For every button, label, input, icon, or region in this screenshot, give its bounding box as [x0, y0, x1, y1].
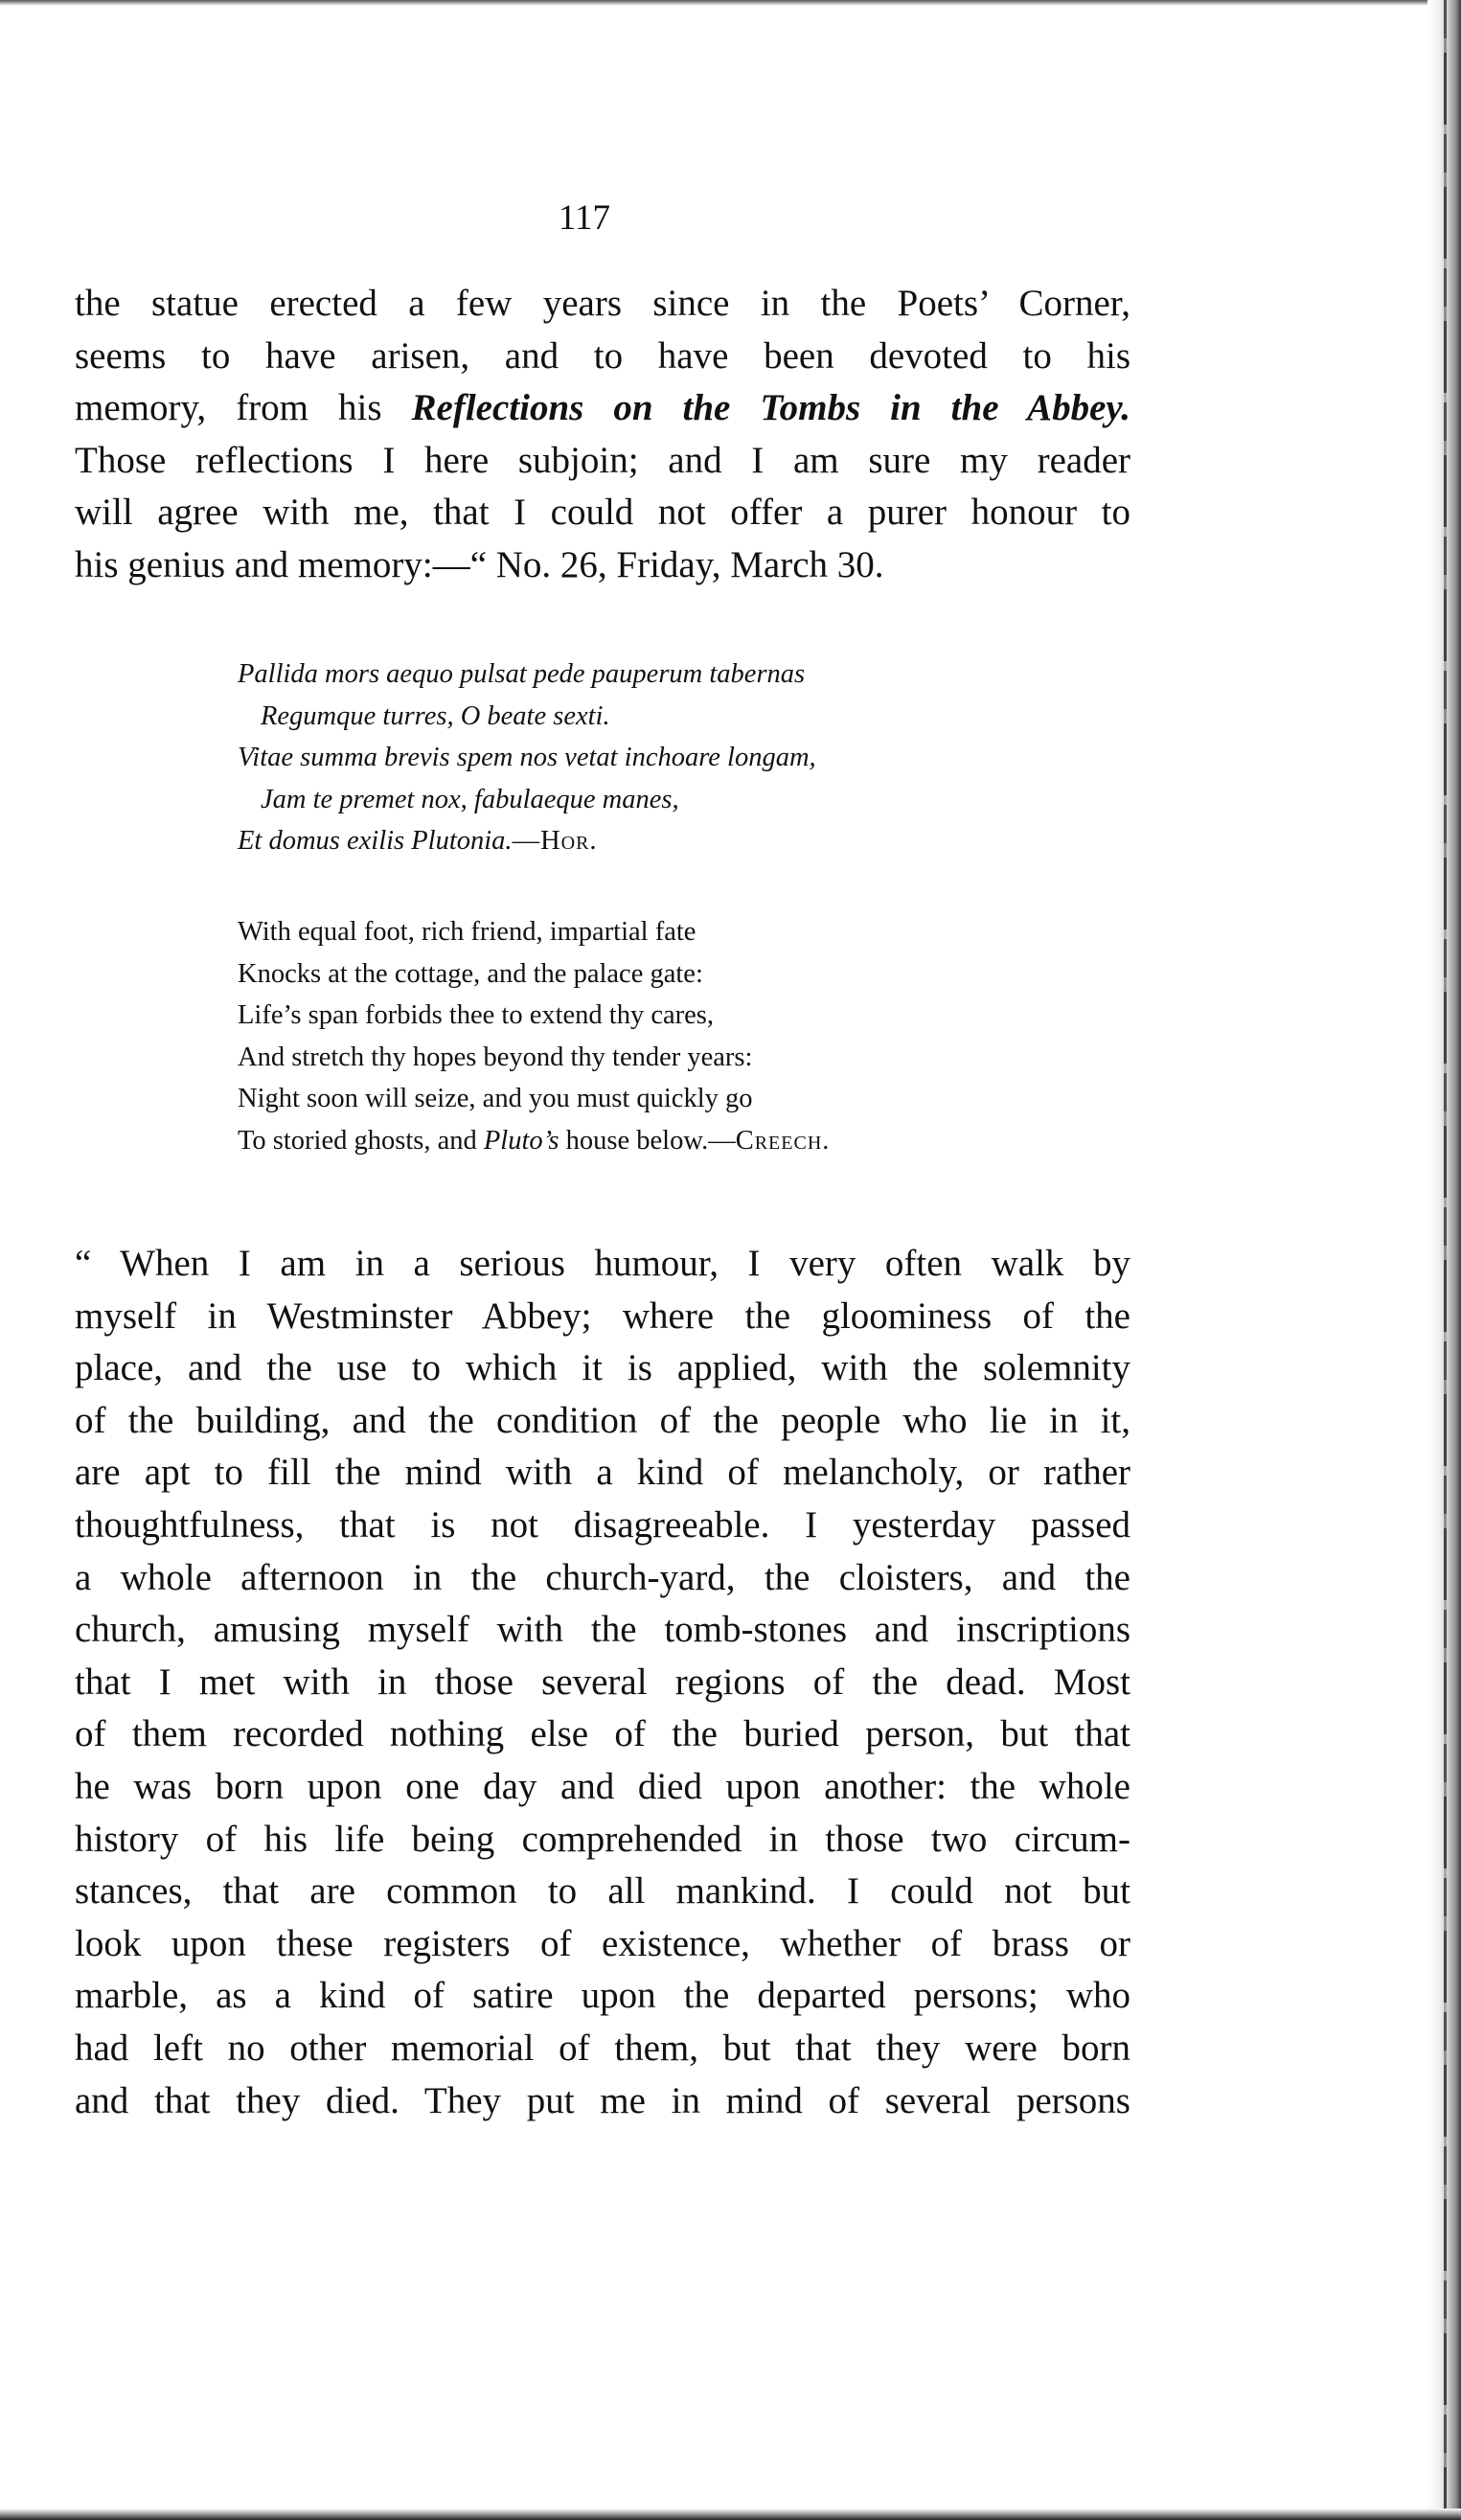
main-line: of them recorded nothing else of the buried person, but that — [75, 1713, 1130, 1755]
english-verse — [238, 911, 1004, 1161]
intro-line-3 — [75, 382, 1130, 435]
intro-line-5: will agree with me, that I could not offer a purer honour to — [75, 492, 1130, 534]
main-line: marble, as a kind of satire upon the departed persons; who — [75, 1975, 1130, 2017]
scan-edge-bottom — [0, 2509, 1461, 2520]
latin-verse-line-2: Regumque turres, O beate sexti. — [261, 700, 610, 731]
pluto-italic: Pluto’s — [483, 1125, 559, 1156]
intro-line-4: Those reflections I here subjoin; and I am sure my reader — [75, 439, 1130, 481]
main-line: had left no other memorial of them, but that they were born — [75, 2027, 1130, 2069]
latin-verse — [238, 653, 1004, 862]
english-verse-line-5: Night soon will seize, and you must quickly go — [238, 1084, 753, 1113]
main-line: look upon these registers of existence, whether of brass or — [75, 1922, 1130, 1964]
english-verse-line-6-post: house below.— — [559, 1125, 736, 1156]
essay-title: Reflections on the Tombs in the Abbey. — [411, 387, 1130, 429]
main-line: and that they died. They put me in mind of several persons — [75, 2079, 1130, 2121]
main-line: of the building, and the condition of the people who lie in it, — [75, 1399, 1130, 1441]
scan-gutter-line — [1444, 0, 1447, 2520]
main-line: “ When I am in a serious humour, I very often walk by — [75, 1243, 1130, 1284]
intro-line-6: his genius and memory:—“ No. 26, Friday, March 30. — [75, 543, 884, 585]
english-verse-author: Creech. — [735, 1125, 831, 1156]
main-line: are apt to fill the mind with a kind of melancholy, or rather — [75, 1452, 1130, 1494]
latin-verse-dash: — — [512, 826, 541, 856]
english-verse-line-1: With equal foot, rich friend, impartial fate — [238, 917, 696, 947]
main-line: he was born upon one day and died upon another: the whole — [75, 1765, 1130, 1807]
latin-verse-line-1: Pallida mors aequo pulsat pede pauperum tabernas — [238, 659, 806, 689]
page-number: 117 — [558, 198, 611, 238]
main-line: that I met with in those several regions of the dead. Most — [75, 1661, 1130, 1703]
main-line: place, and the use to which it is applied, with the solemnity — [75, 1347, 1130, 1389]
english-verse-line-4: And stretch thy hopes beyond thy tender years: — [238, 1042, 753, 1072]
main-paragraph — [75, 1238, 1130, 2127]
english-verse-line-6 — [238, 1120, 1004, 1162]
main-line: a whole afternoon in the church-yard, the cloisters, and the — [75, 1556, 1130, 1598]
latin-verse-line-3: Vitae summa brevis spem nos vetat inchoare longam, — [238, 743, 816, 772]
english-verse-line-2: Knocks at the cottage, and the palace gate: — [238, 958, 703, 989]
main-line: stances, that are common to all mankind. I could not but — [75, 1870, 1130, 1913]
main-line: myself in Westminster Abbey; where the gloominess of the — [75, 1294, 1130, 1337]
latin-verse-author: Hor. — [540, 826, 598, 856]
intro-paragraph — [75, 278, 1130, 592]
main-line: church, amusing myself with the tomb-stones and inscriptions — [75, 1609, 1130, 1651]
intro-line-3-text: memory, from his — [75, 387, 412, 429]
english-verse-line-3: Life’s span forbids thee to extend thy cares, — [238, 1000, 715, 1030]
scan-edge-top — [0, 0, 1461, 6]
latin-verse-line-5-text: Et domus exilis Plutonia. — [238, 826, 513, 856]
latin-verse-line-5 — [238, 820, 1004, 862]
main-line: history of his life being comprehended in those two circum- — [75, 1818, 1130, 1860]
intro-line-2: seems to have arisen, and to have been devoted to his — [75, 334, 1130, 377]
english-verse-line-6-text: To storied ghosts, and — [238, 1125, 484, 1156]
intro-line-1: the statue erected a few years since in the Poets’ Corner, — [75, 283, 1130, 324]
latin-verse-line-4: Jam te premet nox, fabulaeque manes, — [261, 784, 679, 814]
main-line: thoughtfulness, that is not disagreeable. I yesterday passed — [75, 1503, 1130, 1546]
